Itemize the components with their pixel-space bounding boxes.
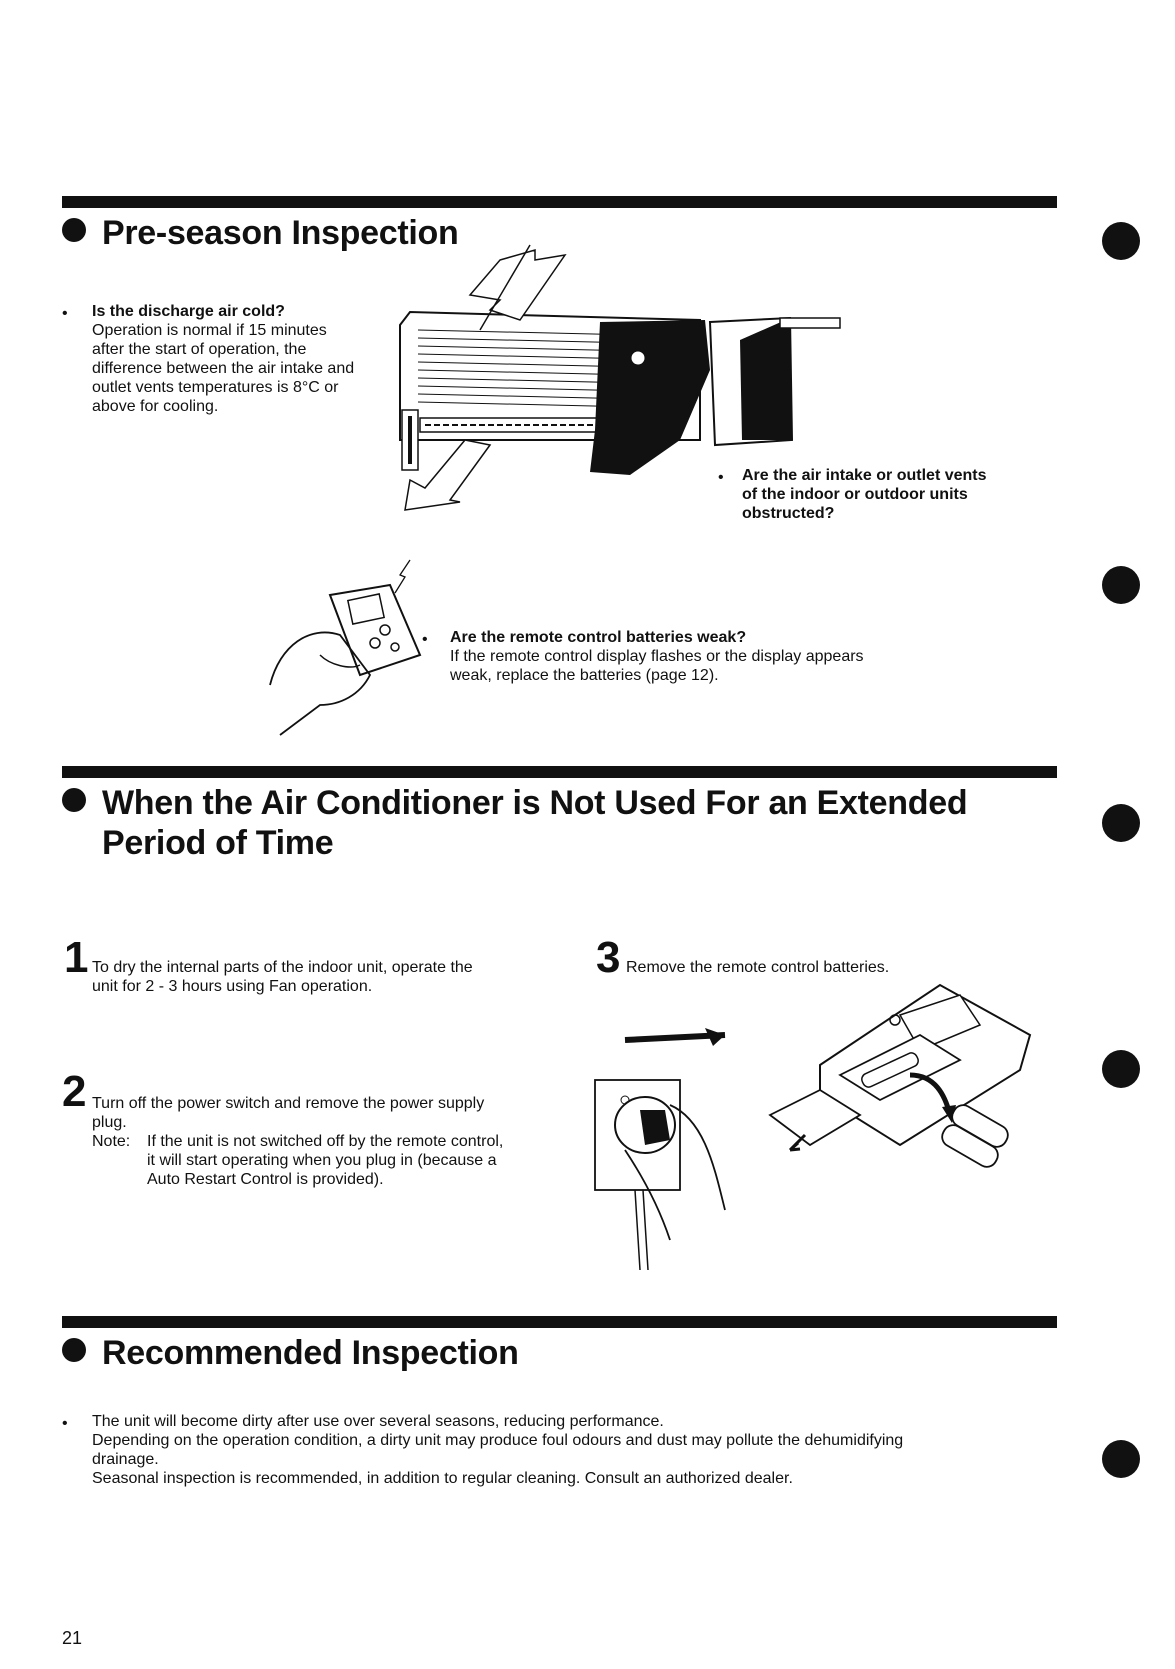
heading-bullet-icon	[62, 218, 86, 242]
side-tab-dot-4	[1102, 1050, 1140, 1088]
bullet-discharge-air: •	[62, 305, 68, 322]
item-remote-batteries: Are the remote control batteries weak? If the remote control display flashes or the display appears weak, replace the batteries (page 12).	[450, 629, 864, 684]
side-tab-dot-3	[1102, 804, 1140, 842]
step-2-note-label: Note:	[92, 1133, 131, 1150]
heading-recommended: Recommended Inspection	[62, 1333, 519, 1373]
step-1-number: 1	[64, 933, 89, 982]
heading-extended: When the Air Conditioner is Not Used For an Extended Period of Time	[62, 783, 1052, 863]
recommended-body: The unit will become dirty after use over several seasons, reducing performance. Depending on the operation condition, a dirty unit may produce foul odours and dust may pollute the dehumidifying drainage. Seasonal inspection is recommended, in addition to regular cleaning. Consult an authorized dealer.	[92, 1413, 904, 1487]
remote-batteries-illustration	[760, 975, 1050, 1225]
heading-bullet-icon	[62, 1338, 86, 1362]
section-rule-pre-season	[62, 196, 1057, 208]
section-rule-recommended	[62, 1316, 1057, 1328]
item-discharge-air	[92, 302, 360, 416]
bullet-batteries: •	[422, 631, 428, 648]
side-tab-dot-2	[1102, 566, 1140, 604]
item-vents-obstructed: Are the air intake or outlet vents of the indoor or outdoor units obstructed?	[742, 467, 987, 522]
step-3-text: Remove the remote control batteries.	[626, 959, 890, 976]
step-3-number: 3	[596, 933, 621, 982]
step-1-text: To dry the internal parts of the indoor unit, operate the unit for 2 - 3 hours using Fan operation.	[92, 959, 473, 995]
bullet-recommended: •	[62, 1415, 68, 1432]
step-2-text: Turn off the power switch and remove the power supply plug.	[92, 1095, 485, 1131]
power-plug-illustration	[585, 1010, 765, 1270]
side-tab-dot-1	[1102, 222, 1140, 260]
bullet-vents: •	[718, 469, 724, 486]
item-discharge-air-title: Is the discharge air cold?	[92, 303, 285, 320]
heading-bullet-icon	[62, 788, 86, 812]
remote-control-hand-illustration	[260, 555, 460, 755]
heading-pre-season: Pre-season Inspection	[62, 213, 458, 253]
page-number: 21	[62, 1628, 83, 1648]
step-2-number: 2	[62, 1067, 87, 1116]
section-rule-extended	[62, 766, 1057, 778]
item-discharge-air-body: Operation is normal if 15 minutes after the start of operation, the difference between the air intake and outlet vents temperatures is 8°C or above for cooling.	[92, 322, 355, 415]
step-2-note: If the unit is not switched off by the remote control, it will start operating when you plug in (because a Auto Restart Control is provided).	[147, 1133, 504, 1188]
side-tab-dot-5	[1102, 1440, 1140, 1478]
